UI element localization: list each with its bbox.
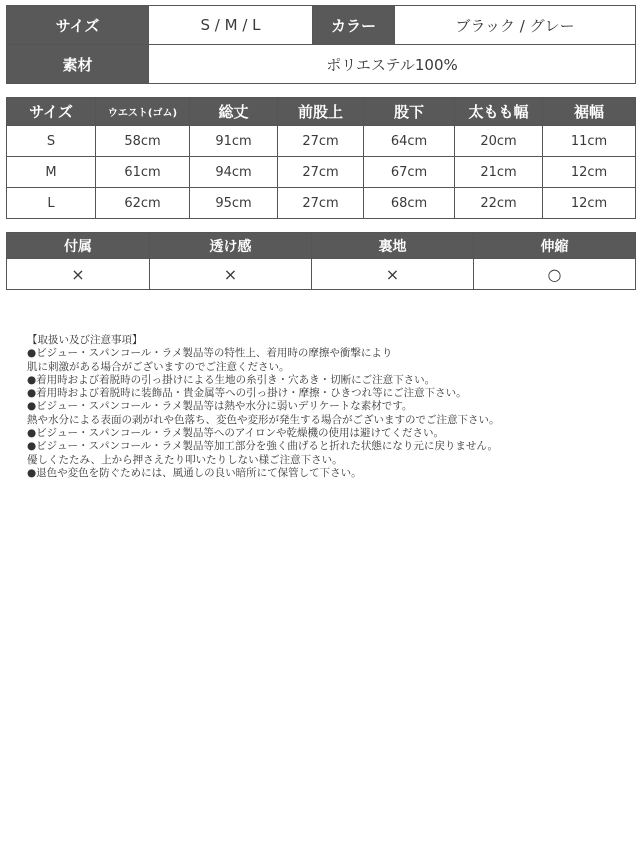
care-notes: [27, 334, 627, 480]
features-table: [6, 232, 636, 290]
care-note-line: ●ビジュー・スパンコール・ラメ製品等加工部分を強く曲げると折れた状態になり元に戻りません。: [27, 440, 499, 453]
header-size: サイズ: [7, 98, 96, 126]
cell-size: S: [7, 126, 96, 157]
care-notes-title: 【取扱い及び注意事項】: [27, 334, 143, 346]
table-row: [7, 126, 636, 157]
care-note-line: ●着用時および着脱時に装飾品・貴金属等への引っ掛け・摩擦・ひきつれ等にご注意下さい。: [27, 387, 467, 400]
table-row: [7, 157, 636, 188]
stretch-value: ○: [474, 259, 636, 290]
color-label: カラー: [313, 6, 395, 45]
header-thigh-width: 太もも幅: [455, 98, 543, 126]
care-note-line: ●退色や変色を防ぐためには、風通しの良い暗所にて保管して下さい。: [27, 466, 362, 479]
sheerness-value: ×: [150, 259, 312, 290]
header-stretch: 伸縮: [474, 233, 636, 259]
header-inseam: 股下: [364, 98, 455, 126]
size-chart-header-row: [7, 98, 636, 126]
cell-waist: 61cm: [96, 157, 190, 188]
care-note-line: ●ビジュー・スパンコール・ラメ製品等は熱や水分に弱いデリケートな素材です。: [27, 400, 413, 413]
care-note-line: ●着用時および着脱時の引っ掛けによる生地の糸引き・穴あき・切断にご注意下さい。: [27, 373, 436, 386]
cell-hem-width: 12cm: [543, 157, 636, 188]
cell-front-rise: 27cm: [278, 126, 364, 157]
care-note-line: ●ビジュー・スパンコール・ラメ製品等の特性上、着用時の摩擦や衝撃により: [27, 347, 393, 360]
cell-size: M: [7, 157, 96, 188]
cell-inseam: 64cm: [364, 126, 455, 157]
size-value: S / M / L: [149, 6, 313, 45]
cell-thigh-width: 20cm: [455, 126, 543, 157]
cell-total-length: 95cm: [190, 188, 278, 219]
care-note-line: ●ビジュー・スパンコール・ラメ製品等へのアイロンや乾燥機の使用は避けてください。: [27, 427, 444, 440]
header-waist: ウエスト(ゴム): [96, 98, 190, 126]
cell-hem-width: 11cm: [543, 126, 636, 157]
cell-thigh-width: 21cm: [455, 157, 543, 188]
material-label: 素材: [7, 45, 149, 84]
cell-waist: 58cm: [96, 126, 190, 157]
header-accessories: 付属: [7, 233, 150, 259]
table-row: [7, 188, 636, 219]
header-sheerness: 透け感: [150, 233, 312, 259]
header-hem-width: 裾幅: [543, 98, 636, 126]
lining-value: ×: [312, 259, 474, 290]
cell-size: L: [7, 188, 96, 219]
cell-hem-width: 12cm: [543, 188, 636, 219]
care-note-line: 優しくたたみ、上から押さえたり叩いたりしない様ご注意下さい。: [27, 453, 343, 466]
header-lining: 裏地: [312, 233, 474, 259]
header-total-length: 総丈: [190, 98, 278, 126]
size-chart-table: [6, 97, 636, 219]
material-value: ポリエステル100%: [149, 45, 636, 84]
accessories-value: ×: [7, 259, 150, 290]
cell-total-length: 94cm: [190, 157, 278, 188]
cell-front-rise: 27cm: [278, 188, 364, 219]
color-value: ブラック / グレー: [395, 6, 636, 45]
cell-inseam: 68cm: [364, 188, 455, 219]
cell-waist: 62cm: [96, 188, 190, 219]
product-info-table: [6, 5, 636, 84]
cell-total-length: 91cm: [190, 126, 278, 157]
cell-inseam: 67cm: [364, 157, 455, 188]
header-front-rise: 前股上: [278, 98, 364, 126]
cell-thigh-width: 22cm: [455, 188, 543, 219]
cell-front-rise: 27cm: [278, 157, 364, 188]
care-note-line: 肌に刺激がある場合がございますのでご注意ください。: [27, 360, 290, 373]
care-note-line: 熱や水分による表面の剥がれや色落ち、変色や変形が発生する場合がございますのでご注意下さい。: [27, 413, 500, 426]
size-label: サイズ: [7, 6, 149, 45]
